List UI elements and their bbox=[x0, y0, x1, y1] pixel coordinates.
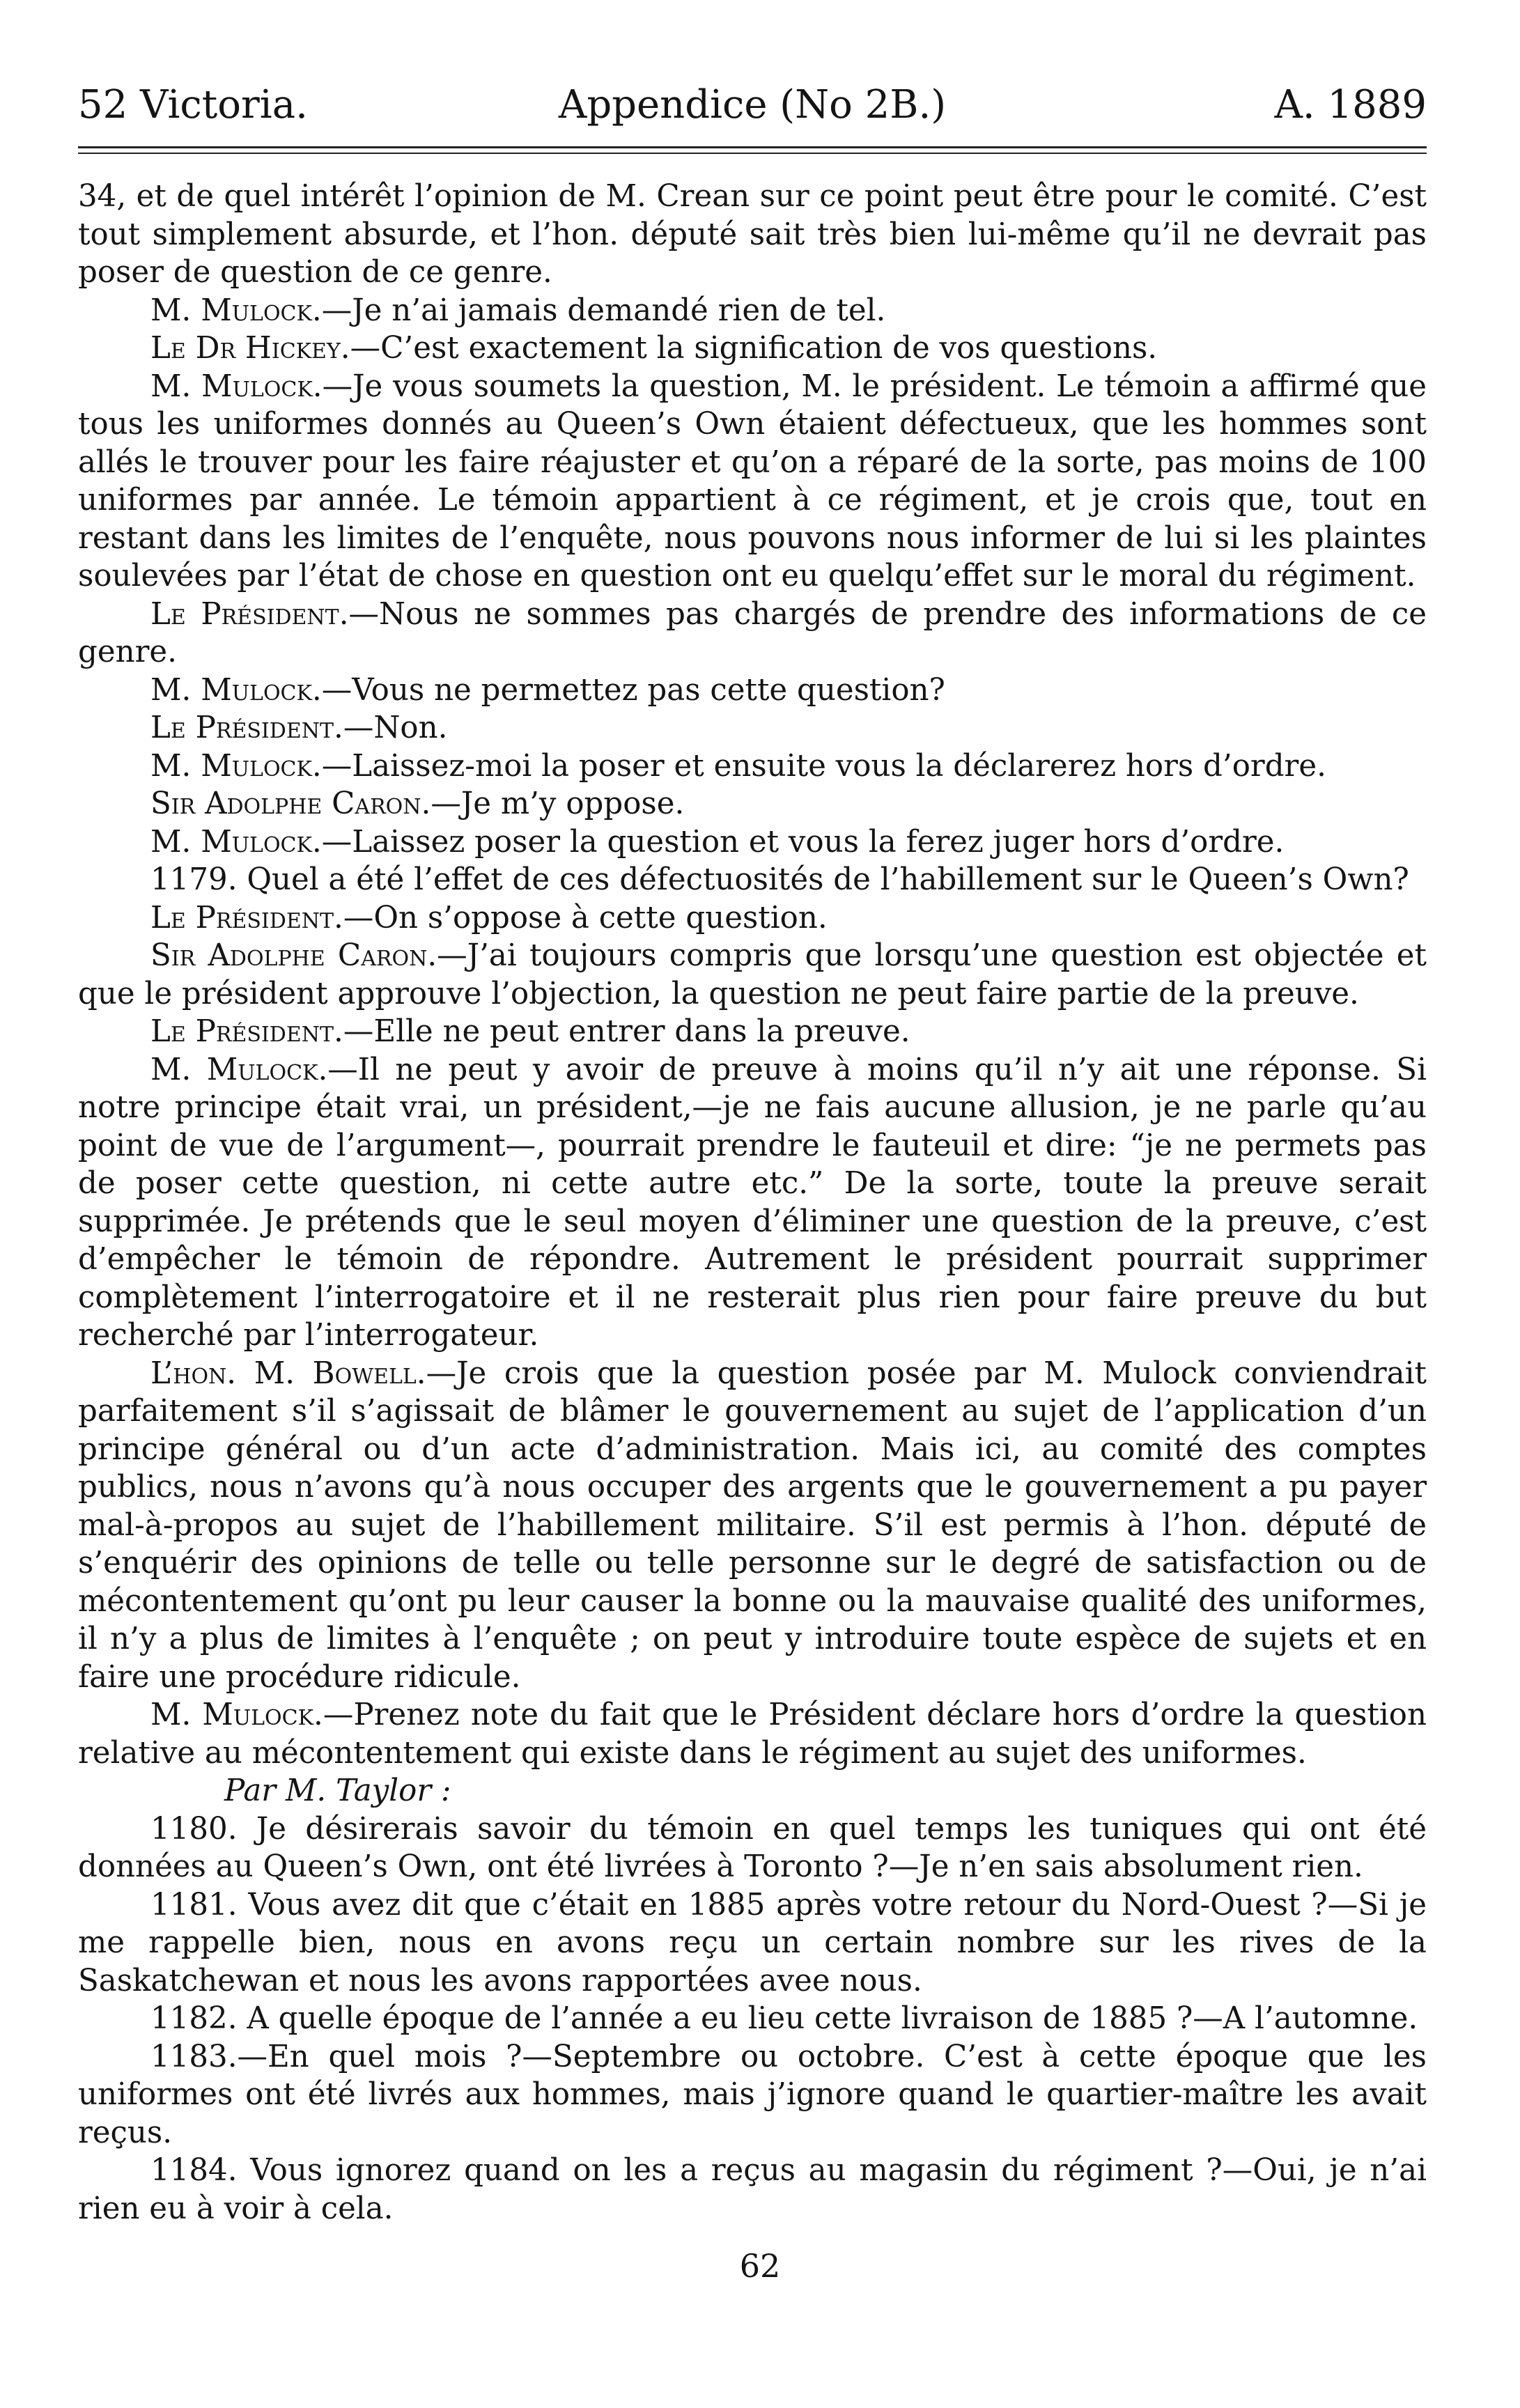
paragraph bbox=[78, 785, 1427, 823]
speaker-name: Sir Adolphe Caron. bbox=[150, 938, 437, 973]
speaker-name: Le Président. bbox=[150, 710, 343, 745]
paragraph bbox=[78, 823, 1427, 862]
header-rule-top bbox=[78, 146, 1427, 148]
paragraph bbox=[78, 747, 1427, 786]
speaker-name: M. Mulock. bbox=[150, 1052, 328, 1087]
speaker-name: Le Président. bbox=[150, 900, 343, 935]
paragraph bbox=[78, 1886, 1427, 2001]
paragraph bbox=[78, 596, 1427, 671]
speaker-name: M. Mulock. bbox=[150, 672, 322, 708]
paragraph-text: —Je crois que la question posée par M. Mulock conviendrait parfaitement s’il s’agissait de blâmer le gouvernement au sujet de l’application d’un principe général ou d’un acte d’administration. Mais ici, au comité des comptes publics, nous n’avons qu’à nous occuper des argents que le gouvernement a pu payer mal-à-propos au sujet de l’habillement militaire. S’il est permis à l’hon. député de s’enquérir des opinions de telle ou telle personne sur le degré de satisfaction ou de mécontentement qu’ont pu leur causer la bonne ou la mauvaise qualité des uniformes, il n’y a plus de limites à l’enquête ; on peut y introduire toute espèce de sujets et en faire une procédure ridicule. bbox=[78, 1356, 1427, 1695]
paragraph-text: —Vous ne permettez pas cette question? bbox=[321, 672, 945, 708]
paragraph bbox=[78, 2152, 1427, 2228]
paragraph-text: —Elle ne peut entrer dans la preuve. bbox=[343, 1014, 910, 1049]
paragraph bbox=[78, 292, 1427, 330]
paragraph bbox=[78, 1013, 1427, 1051]
speaker-name: Le Dr Hickey. bbox=[150, 331, 350, 366]
paragraph bbox=[78, 1051, 1427, 1355]
paragraph bbox=[78, 1772, 1427, 1810]
paragraph bbox=[78, 1355, 1427, 1697]
running-header bbox=[78, 82, 1427, 128]
paragraph-text: —J’ai toujours compris que lorsqu’une question est objectée et que le président approuve l’objection, la question ne peut faire partie de la preuve. bbox=[78, 938, 1427, 1011]
header-appendix: Appendice (No 2B.) bbox=[558, 82, 947, 127]
speaker-name: Le Président. bbox=[150, 596, 349, 632]
speaker-name: M. Mulock. bbox=[150, 293, 322, 328]
header-session: 52 Victoria. bbox=[78, 82, 308, 127]
paragraph-text: 1179. Quel a été l’effet de ces défectuosités de l’habillement sur le Queen’s Own? bbox=[150, 862, 1409, 897]
page-number: 62 bbox=[739, 2247, 781, 2285]
paragraph bbox=[78, 2000, 1427, 2038]
header-year: A. 1889 bbox=[1274, 82, 1427, 127]
paragraph bbox=[78, 899, 1427, 938]
examiner-line: Par M. Taylor : bbox=[224, 1773, 451, 1808]
paragraph bbox=[78, 2038, 1427, 2152]
paragraph-text: —Prenez note du fait que le Président déclare hors d’ordre la question relative au mécontentement qui existe dans le régiment au sujet des uniformes. bbox=[78, 1698, 1427, 1771]
paragraph-text: 1184. Vous ignorez quand on les a reçus au magasin du régiment ?—Oui, je n’ai rien eu à voir à cela. bbox=[78, 2153, 1427, 2226]
paragraph bbox=[78, 861, 1427, 899]
paragraph-text: 1180. Je désirerais savoir du témoin en quel temps les tuniques qui ont été données au Queen’s Own, ont été livrées à Toronto ?—Je n’en sais absolument rien. bbox=[78, 1811, 1427, 1884]
paragraph-text: —Je n’ai jamais demandé rien de tel. bbox=[321, 293, 886, 328]
paragraph-text: 1181. Vous avez dit que c’était en 1885 après votre retour du Nord-Ouest ?—Si je me rappelle bien, nous en avons reçu un certain nombre sur les rives de la Saskatchewan et nous les avons rapportées avee nous. bbox=[78, 1887, 1427, 1998]
paragraph bbox=[78, 1810, 1427, 1886]
speaker-name: M. Mulock. bbox=[150, 748, 322, 784]
paragraph bbox=[78, 329, 1427, 368]
paragraph bbox=[78, 937, 1427, 1013]
paragraph bbox=[78, 368, 1427, 596]
paragraph-text: —Nous ne sommes pas chargés de prendre des informations de ce genre. bbox=[78, 596, 1427, 669]
paragraph-text: —Je m’y oppose. bbox=[431, 786, 685, 821]
speaker-name: M. Mulock. bbox=[150, 368, 323, 404]
speaker-name: M. Mulock. bbox=[150, 1698, 323, 1732]
speaker-name: Le Président. bbox=[150, 1014, 343, 1049]
paragraph bbox=[78, 671, 1427, 710]
paragraph-text: —Laissez poser la question et vous la ferez juger hors d’ordre. bbox=[321, 824, 1285, 860]
paragraph-text: 34, et de quel intérêt l’opinion de M. Crean sur ce point peut être pour le comité. C’est tout simplement absurde, et l’hon. député sait très bien lui-même qu’il ne devrait pas poser de question de ce genre. bbox=[78, 179, 1427, 290]
paragraph bbox=[78, 1696, 1427, 1772]
speaker-name: M. Mulock. bbox=[150, 824, 322, 860]
paragraph-text: —Non. bbox=[343, 710, 448, 745]
paragraph-text: —C’est exactement la signification de vos questions. bbox=[350, 331, 1158, 366]
paragraph-text: —Il ne peut y avoir de preuve à moins qu’il n’y ait une réponse. Si notre principe était vrai, un président,—je ne fais aucune allusion, je ne parle qu’au point de vue de l’argument—, pourrait prendre le fauteuil et dire: “je ne permets pas de poser cette question, ni cette autre etc.” De la sorte, toute la preuve serait supprimée. Je prétends que le seul moyen d’éliminer une question de la preuve, c’est d’empêcher le témoin de répondre. Autrement le président pourrait supprimer complètement l’interrogatoire et il ne resterait plus rien pour faire preuve du but recherché par l’interrogateur. bbox=[78, 1052, 1427, 1353]
speaker-name: L’hon. M. Bowell. bbox=[150, 1356, 426, 1391]
paragraph-text: 1182. A quelle époque de l’année a eu lieu cette livraison de 1885 ?—A l’automne. bbox=[150, 2001, 1418, 2036]
paragraph-text: —Je vous soumets la question, M. le président. Le témoin a affirmé que tous les uniformes donnés au Queen’s Own étaient défectueux, que les hommes sont allés le trouver pour les faire réajuster et qu’on a réparé de la sorte, pas moins de 100 uniformes par année. Le témoin appartient à ce régiment, et je crois que, tout en restant dans les limites de l’enquête, nous pouvons nous informer de lui si les plaintes soulevées par l’état de chose en question ont eu quelqu’effet sur le moral du régiment. bbox=[78, 368, 1427, 593]
document-page bbox=[78, 82, 1427, 2228]
paragraph-text: —Laissez-moi la poser et ensuite vous la déclarerez hors d’ordre. bbox=[321, 748, 1326, 784]
body-text bbox=[78, 178, 1427, 2228]
paragraph-text: —On s’oppose à cette question. bbox=[343, 900, 828, 935]
speaker-name: Sir Adolphe Caron. bbox=[150, 786, 431, 821]
paragraph bbox=[78, 709, 1427, 747]
header-rule-bottom bbox=[78, 153, 1427, 154]
paragraph-text: 1183.—En quel mois ?—Septembre ou octobre. C’est à cette époque que les uniformes ont été livrés aux hommes, mais j’ignore quand le quartier-maître les avait reçus. bbox=[78, 2039, 1427, 2150]
paragraph bbox=[78, 178, 1427, 292]
